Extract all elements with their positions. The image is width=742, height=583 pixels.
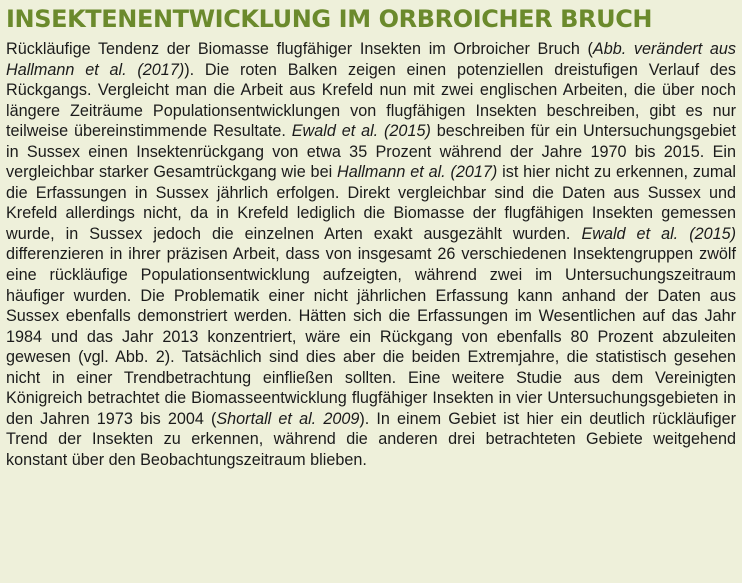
text-segment: ist hier nicht zu erkennen, zumal die Erfassungen in Sussex jährlich erfolgen. Direkt vergleichbar sind die Daten aus Sussex und Krefeld allerdings nicht, da in Krefeld lediglich die Biomasse der flugfähigen Insekten gemessen wurde, in Sussex jedoch die einzelnen Arten exakt ausgezählt wurden. — [6, 163, 736, 243]
text-segment: differenzieren in ihrer präzisen Arbeit, dass von insgesamt 26 verschiedenen Insektengruppen zwölf eine rückläufige Populationsentwicklung aufzeigten, während zwei im Untersuchungszeitraum häufiger wurden. Die Problematik einer nicht jährlichen Erfassung kann anhand der Daten aus Sussex ebenfalls demonstriert werden. Hätten sich die Erfassungen im Wesentlichen auf das Jahr 1984 und das Jahr 2013 konzentriert, wäre ein Rückgang von ebenfalls 80 Prozent abzuleiten gewesen (vgl. Abb. 2). Tatsächlich sind dies aber die beiden Extremjahre, die statistisch gesehen nicht in einer Trendbetrachtung einfließen sollten. Eine weitere Studie aus dem Vereinigten Königreich betrachtet die Biomasseentwicklung flugfähiger Insekten in vier Untersuchungsgebieten in den Jahren 1973 bis 2004 ( — [6, 245, 736, 428]
citation: Ewald et al. (2015) — [291, 122, 431, 141]
text-segment: Rückläufige Tendenz der Biomasse flugfähiger Insekten im Orbroicher Bruch ( — [6, 40, 593, 58]
citation: Hallmann et al. (2017) — [337, 163, 498, 182]
text-segment: ). In einem Gebiet ist hier ein deutlich rückläufiger Trend der Insekten zu erkennen, während die anderen drei betrachteten Gebiete weitgehend konstant über den Beobachtungszeitraum blieben. — [6, 409, 736, 469]
text-segment: ). Die roten Balken zeigen einen potenziellen dreistufigen Verlauf des Rückgangs. Vergleicht man die Arbeit aus Krefeld nun mit zwei englischen Arbeiten, die über noch längere Zeiträume Populationsentwicklungen von flugfähigen Insekten beschreiben, gibt es nur teilweise übereinstimmende Resultate. — [6, 60, 737, 141]
citation: Abb. verändert aus Hallmann et al. (2017) — [6, 40, 736, 79]
text-segment: beschreiben für ein Untersuchungsgebiet in Sussex einen Insektenrückgang von etwa 35 Prozent während der Jahre 1970 bis 2015. Ein vergleichbar starker Gesamtrückgang wie bei — [6, 122, 736, 182]
article-title: INSEKTENENTWICKLUNG IM ORBROICHER BRUCH — [6, 5, 653, 33]
citation: Shortall et al. 2009 — [216, 409, 360, 428]
article-paragraph — [6, 39, 736, 470]
citation: Ewald et al. (2015) — [581, 224, 736, 243]
